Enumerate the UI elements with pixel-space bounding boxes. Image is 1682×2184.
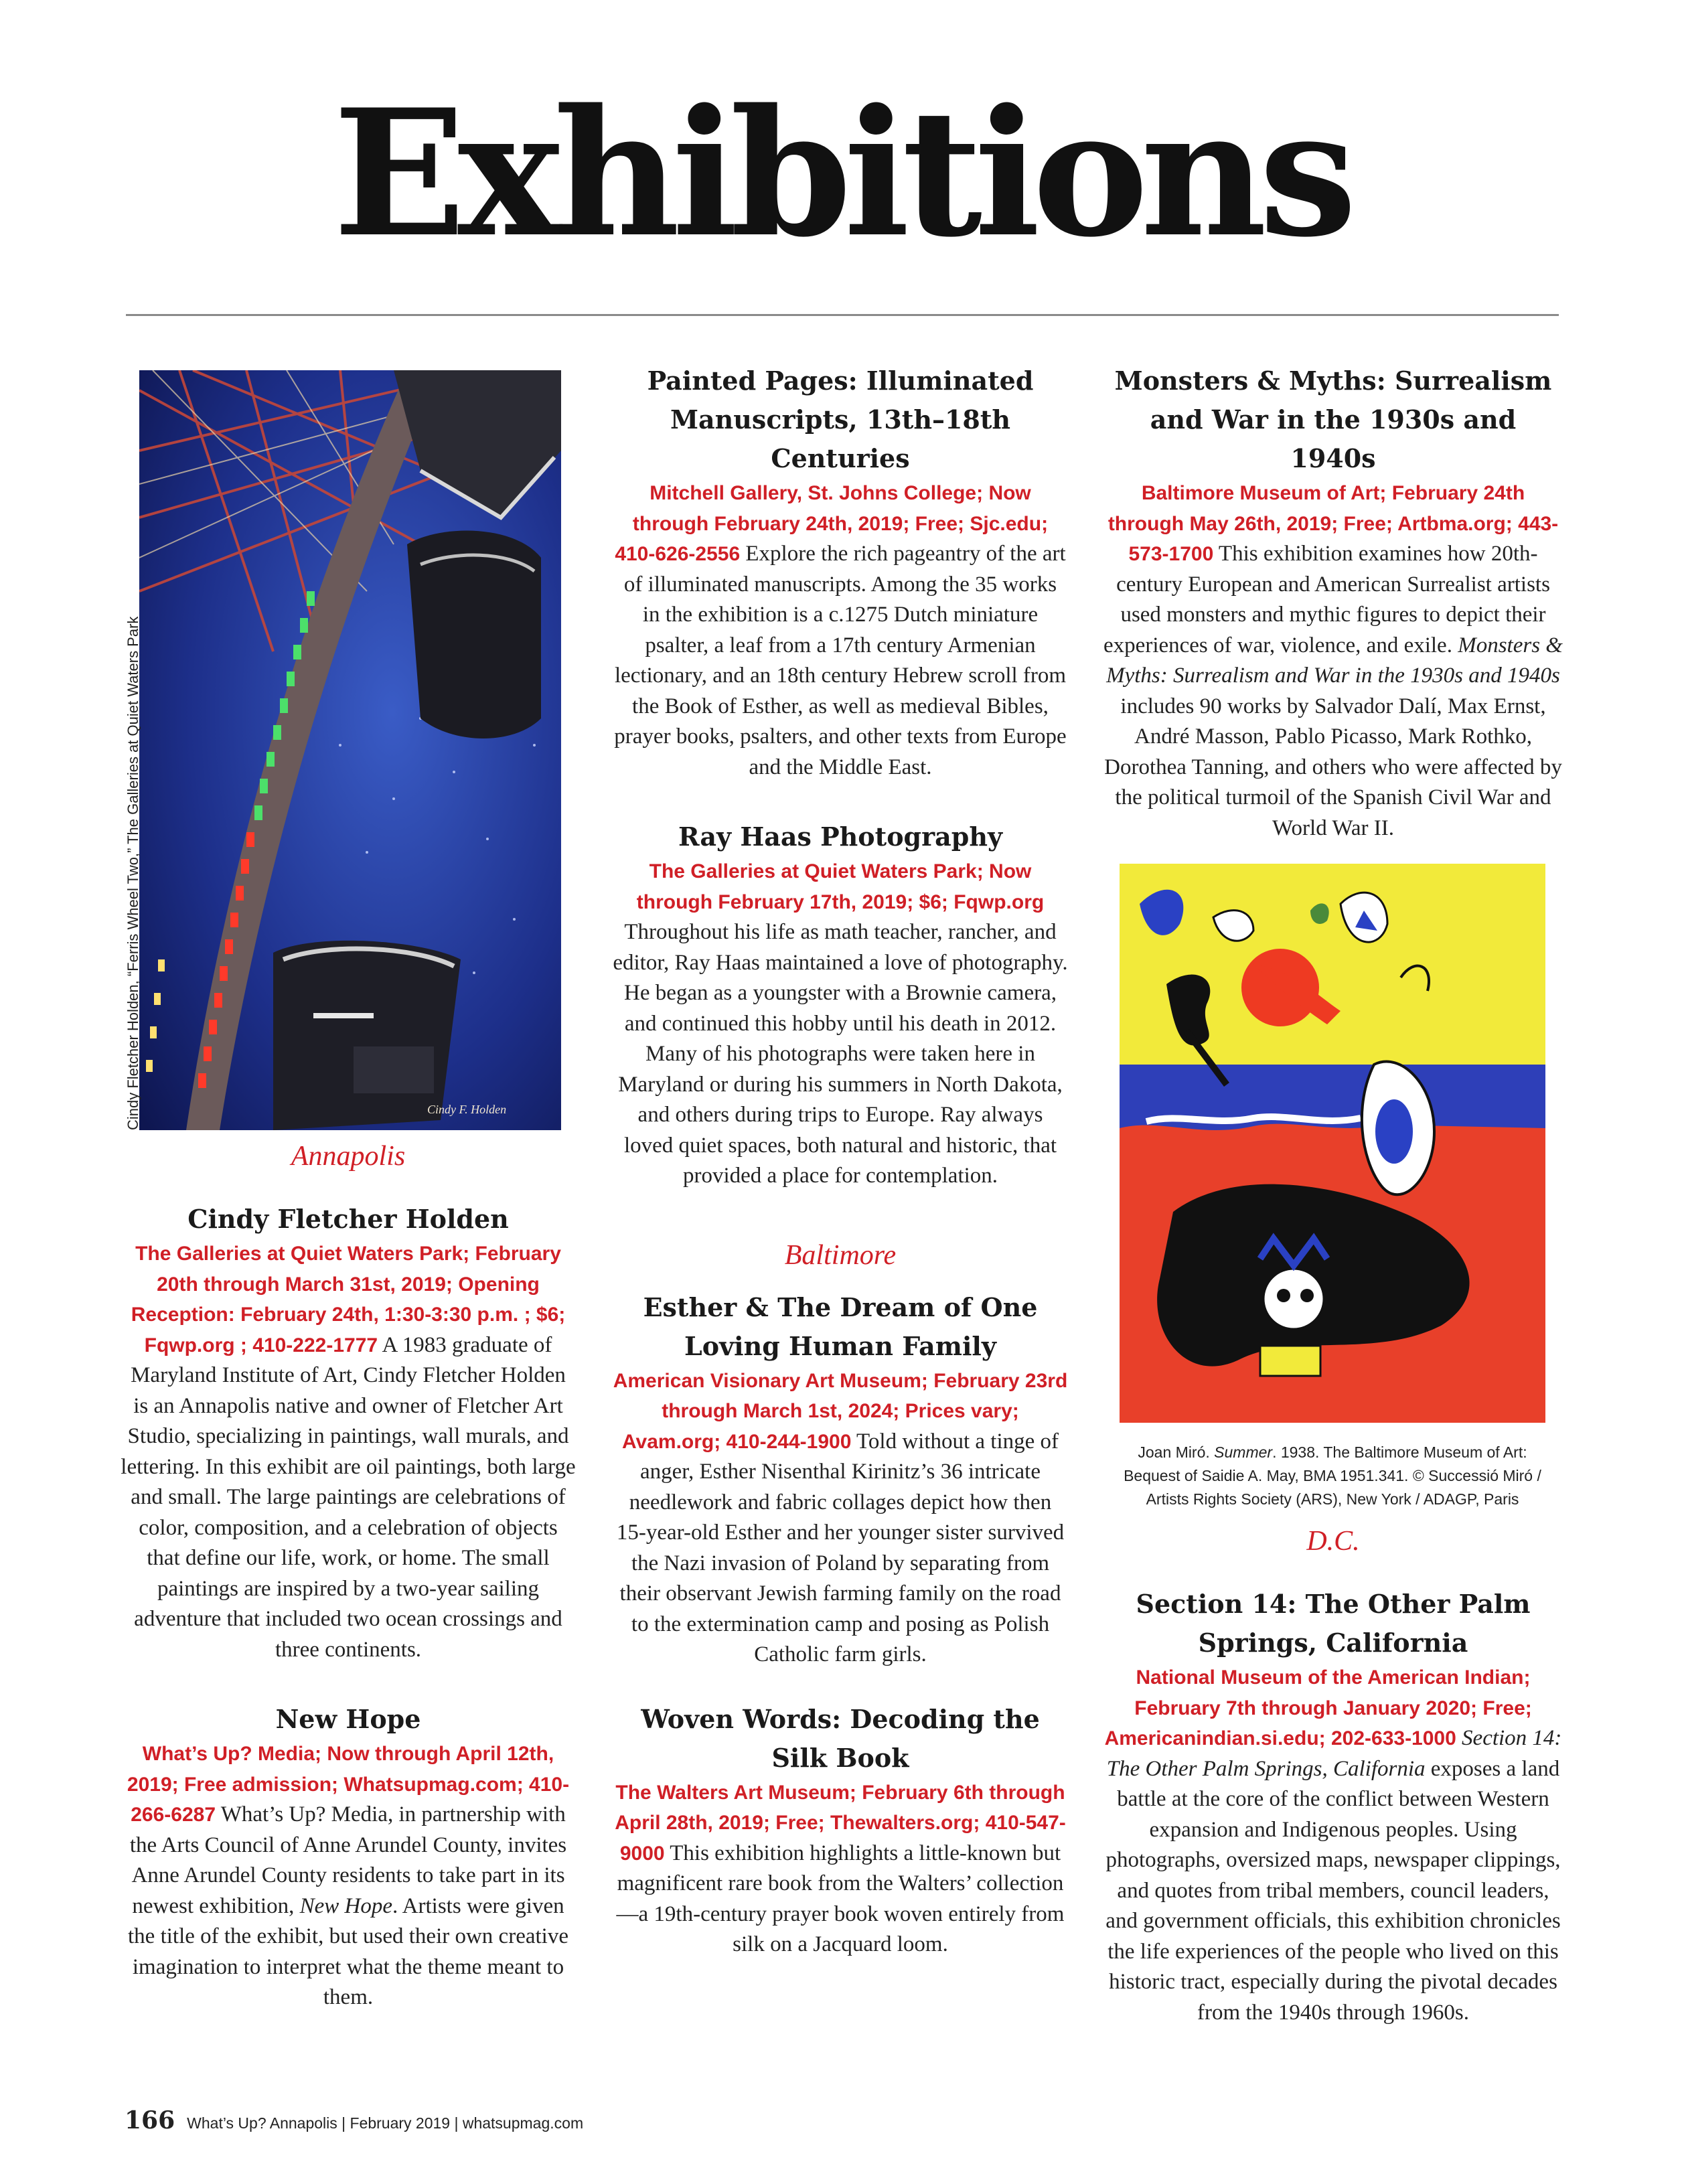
listing-title: Painted Pages: Illuminated Manuscripts, 13th–18th Centuries xyxy=(647,366,1034,473)
listing-title: Section 14: The Other Palm Springs, California xyxy=(1136,1589,1531,1658)
listing-body-italic: Section 14: The Other Palm Springs, California xyxy=(1106,1726,1562,1781)
listing-body-end: includes 90 works by Salvador Dalí, Max Ernst, André Masson, Pablo Picasso, Mark Rothko, Dorothea Tanning, and others who were affected by the political turmoil of the Spanish Civil War and World War II. xyxy=(1104,694,1562,840)
listing-title: Ray Haas Photography xyxy=(678,822,1003,852)
listing-section-14 xyxy=(1103,1585,1563,2028)
listing-body: This exhibition examines how 20th-century European and American Surrealist artists used monsters and mythic figures to depict their experiences of war, violence, and exile. xyxy=(1103,542,1550,657)
listing-info: American Visionary Art Museum; February 23rd through March 1st, 2024; Prices vary; Avam.org; 410-244-1900 xyxy=(613,1369,1068,1453)
listing-body: What’s Up? Media, in partnership with the Arts Council of Anne Arundel County, invites Anne Arundel County residents to take part in its newest exhibition, xyxy=(129,1802,567,1918)
footer-publication: What’s Up? Annapolis | February 2019 | whatsupmag.com xyxy=(187,2114,584,2132)
page-number: 166 xyxy=(125,2106,175,2134)
region-heading-baltimore: Baltimore xyxy=(784,1239,897,1271)
listing-monsters-myths xyxy=(1103,362,1563,844)
listing-body: A 1983 graduate of Maryland Institute of Art, Cindy Fletcher Holden is an Annapolis native and owner of Fletcher Art Studio, specializing in paintings, wall murals, and lettering. In this exhibit are oil paintings, both large and small. The large paintings are celebrations of color, composition, and a celebration of objects that define our life, work, or home. The small paintings are inspired by a two-year sailing adventure that included two ocean crossings and three continents. xyxy=(121,1332,576,1662)
listing-body: exposes a land battle at the core of the conflict between Western expansion and Indigenous peoples. Using photographs, oversized maps, newspaper clippings, and quotes from tribal members, council leaders, and government officials, this exhibition chronicles the life experiences of the people who lived on this historic tract, especially during the pivotal decades from the 1940s through 1960s. xyxy=(1105,1756,1561,2025)
listing-ray-haas xyxy=(613,817,1068,1192)
listing-body: Throughout his life as math teacher, rancher, and editor, Ray Haas maintained a love of photography. He began as a youngster with a Brownie camera, and continued this hobby until his death in 2012. Many of his photographs were taken here in Maryland or during his summers in North Dakota, and others during trips to Europe. Ray always loved quiet spaces, both natural and historic, that provided a place for contemplation. xyxy=(613,920,1068,1188)
photo-credit: Cindy Fletcher Holden, “Ferris Wheel Two,” The Galleries at Quiet Waters Park xyxy=(125,616,141,1130)
listing-title: Woven Words: Decoding the Silk Book xyxy=(641,1703,1040,1773)
column-middle xyxy=(613,362,1068,1960)
listing-info: The Galleries at Quiet Waters Park; February 20th through March 31st, 2019; Opening Reception: February 24th, 1:30-3:30 p.m. ; $6; Fqwp.org ; 410-222-1777 xyxy=(131,1243,566,1356)
listing-info: Baltimore Museum of Art; February 24th through May 26th, 2019; Free; Artbma.org; 443-573-1700 xyxy=(1107,482,1559,565)
title-divider xyxy=(126,314,1559,316)
listing-body: Told without a tinge of anger, Esther Nisenthal Kirinitz’s 36 intricate needlework and fabric collages depict how then 15-year-old Esther and her younger sister survived the Nazi invasion of Poland by separating from their observant Jewish farming family on the road to the extermination camp and posing as Polish Catholic farm girls. xyxy=(616,1429,1065,1666)
ferris-wheel-painting xyxy=(139,370,561,1130)
miro-summer-painting xyxy=(1120,864,1545,1423)
listing-painted-pages xyxy=(613,362,1068,783)
caption-rest: . 1938. The Baltimore Museum of Art: Bequest of Saidie A. May, BMA 1951.341. © Successió Miró / Artists Rights Society (ARS), New York / ADAGP, Paris xyxy=(1124,1444,1541,1508)
listing-info: What’s Up? Media; Now through April 12th, 2019; Free admission; Whatsupmag.com; 410-266-6287 xyxy=(127,1743,570,1826)
column-right xyxy=(1103,362,1563,844)
page-title: Exhibitions xyxy=(333,72,1349,276)
listing-title: New Hope xyxy=(275,1704,421,1734)
caption-artist: Joan Miró. xyxy=(1138,1444,1215,1461)
listing-body: This exhibition highlights a little-known but magnificent rare book from the Walters’ collection—a 19th-century prayer book woven entirely from silk on a Jacquard loom. xyxy=(616,1841,1065,1956)
column-right-dc xyxy=(1103,1523,1563,2028)
listing-title: Esther & The Dream of One Loving Human Family xyxy=(643,1292,1038,1361)
column-left xyxy=(121,1138,576,2013)
region-heading-annapolis: Annapolis xyxy=(291,1141,406,1172)
listing-body: Explore the rich pageantry of the art of illuminated manuscripts. Among the 35 works in the exhibition is a c.1275 Dutch miniature psalter, a leaf from a 17th century Armenian lectionary, and an 18th century Hebrew scroll from the Book of Esther, as well as medieval Bibles, prayer books, psalters, and other texts from Europe and the Middle East. xyxy=(614,542,1067,779)
listing-cindy-fletcher-holden xyxy=(121,1200,576,1665)
listing-woven-words xyxy=(613,1700,1068,1960)
listing-info: Mitchell Gallery, St. Johns College; Now through February 24th, 2019; Free; Sjc.edu; 410-626-2556 xyxy=(615,482,1049,565)
listing-body-italic: New Hope xyxy=(299,1893,392,1918)
listing-info: The Galleries at Quiet Waters Park; Now through February 17th, 2019; $6; Fqwp.org xyxy=(636,860,1045,913)
painting-signature: Cindy F. Holden xyxy=(427,1103,507,1116)
listing-body-italic: Monsters & Myths: Surrealism and War in the 1930s and 1940s xyxy=(1106,633,1563,688)
region-heading-dc: D.C. xyxy=(1306,1526,1360,1557)
listing-esther xyxy=(613,1288,1068,1670)
listing-body-end: . Artists were given the title of the exhibit, but used their own creative imagination to interpret what the theme meant to them. xyxy=(128,1893,568,2009)
listing-title: Monsters & Myths: Surrealism and War in the 1930s and 1940s xyxy=(1114,366,1552,473)
caption-work: Summer xyxy=(1214,1444,1273,1461)
listing-info: National Museum of the American Indian; February 7th through January 2020; Free; Americanindian.si.edu; 202-633-1000 xyxy=(1104,1666,1532,1749)
page-footer xyxy=(125,2104,583,2137)
miro-caption xyxy=(1108,1441,1557,1511)
listing-new-hope xyxy=(121,1700,576,2013)
listing-title: Cindy Fletcher Holden xyxy=(187,1204,509,1234)
listing-info: The Walters Art Museum; February 6th through April 28th, 2019; Free; Thewalters.org; 410-547-9000 xyxy=(615,1781,1066,1865)
